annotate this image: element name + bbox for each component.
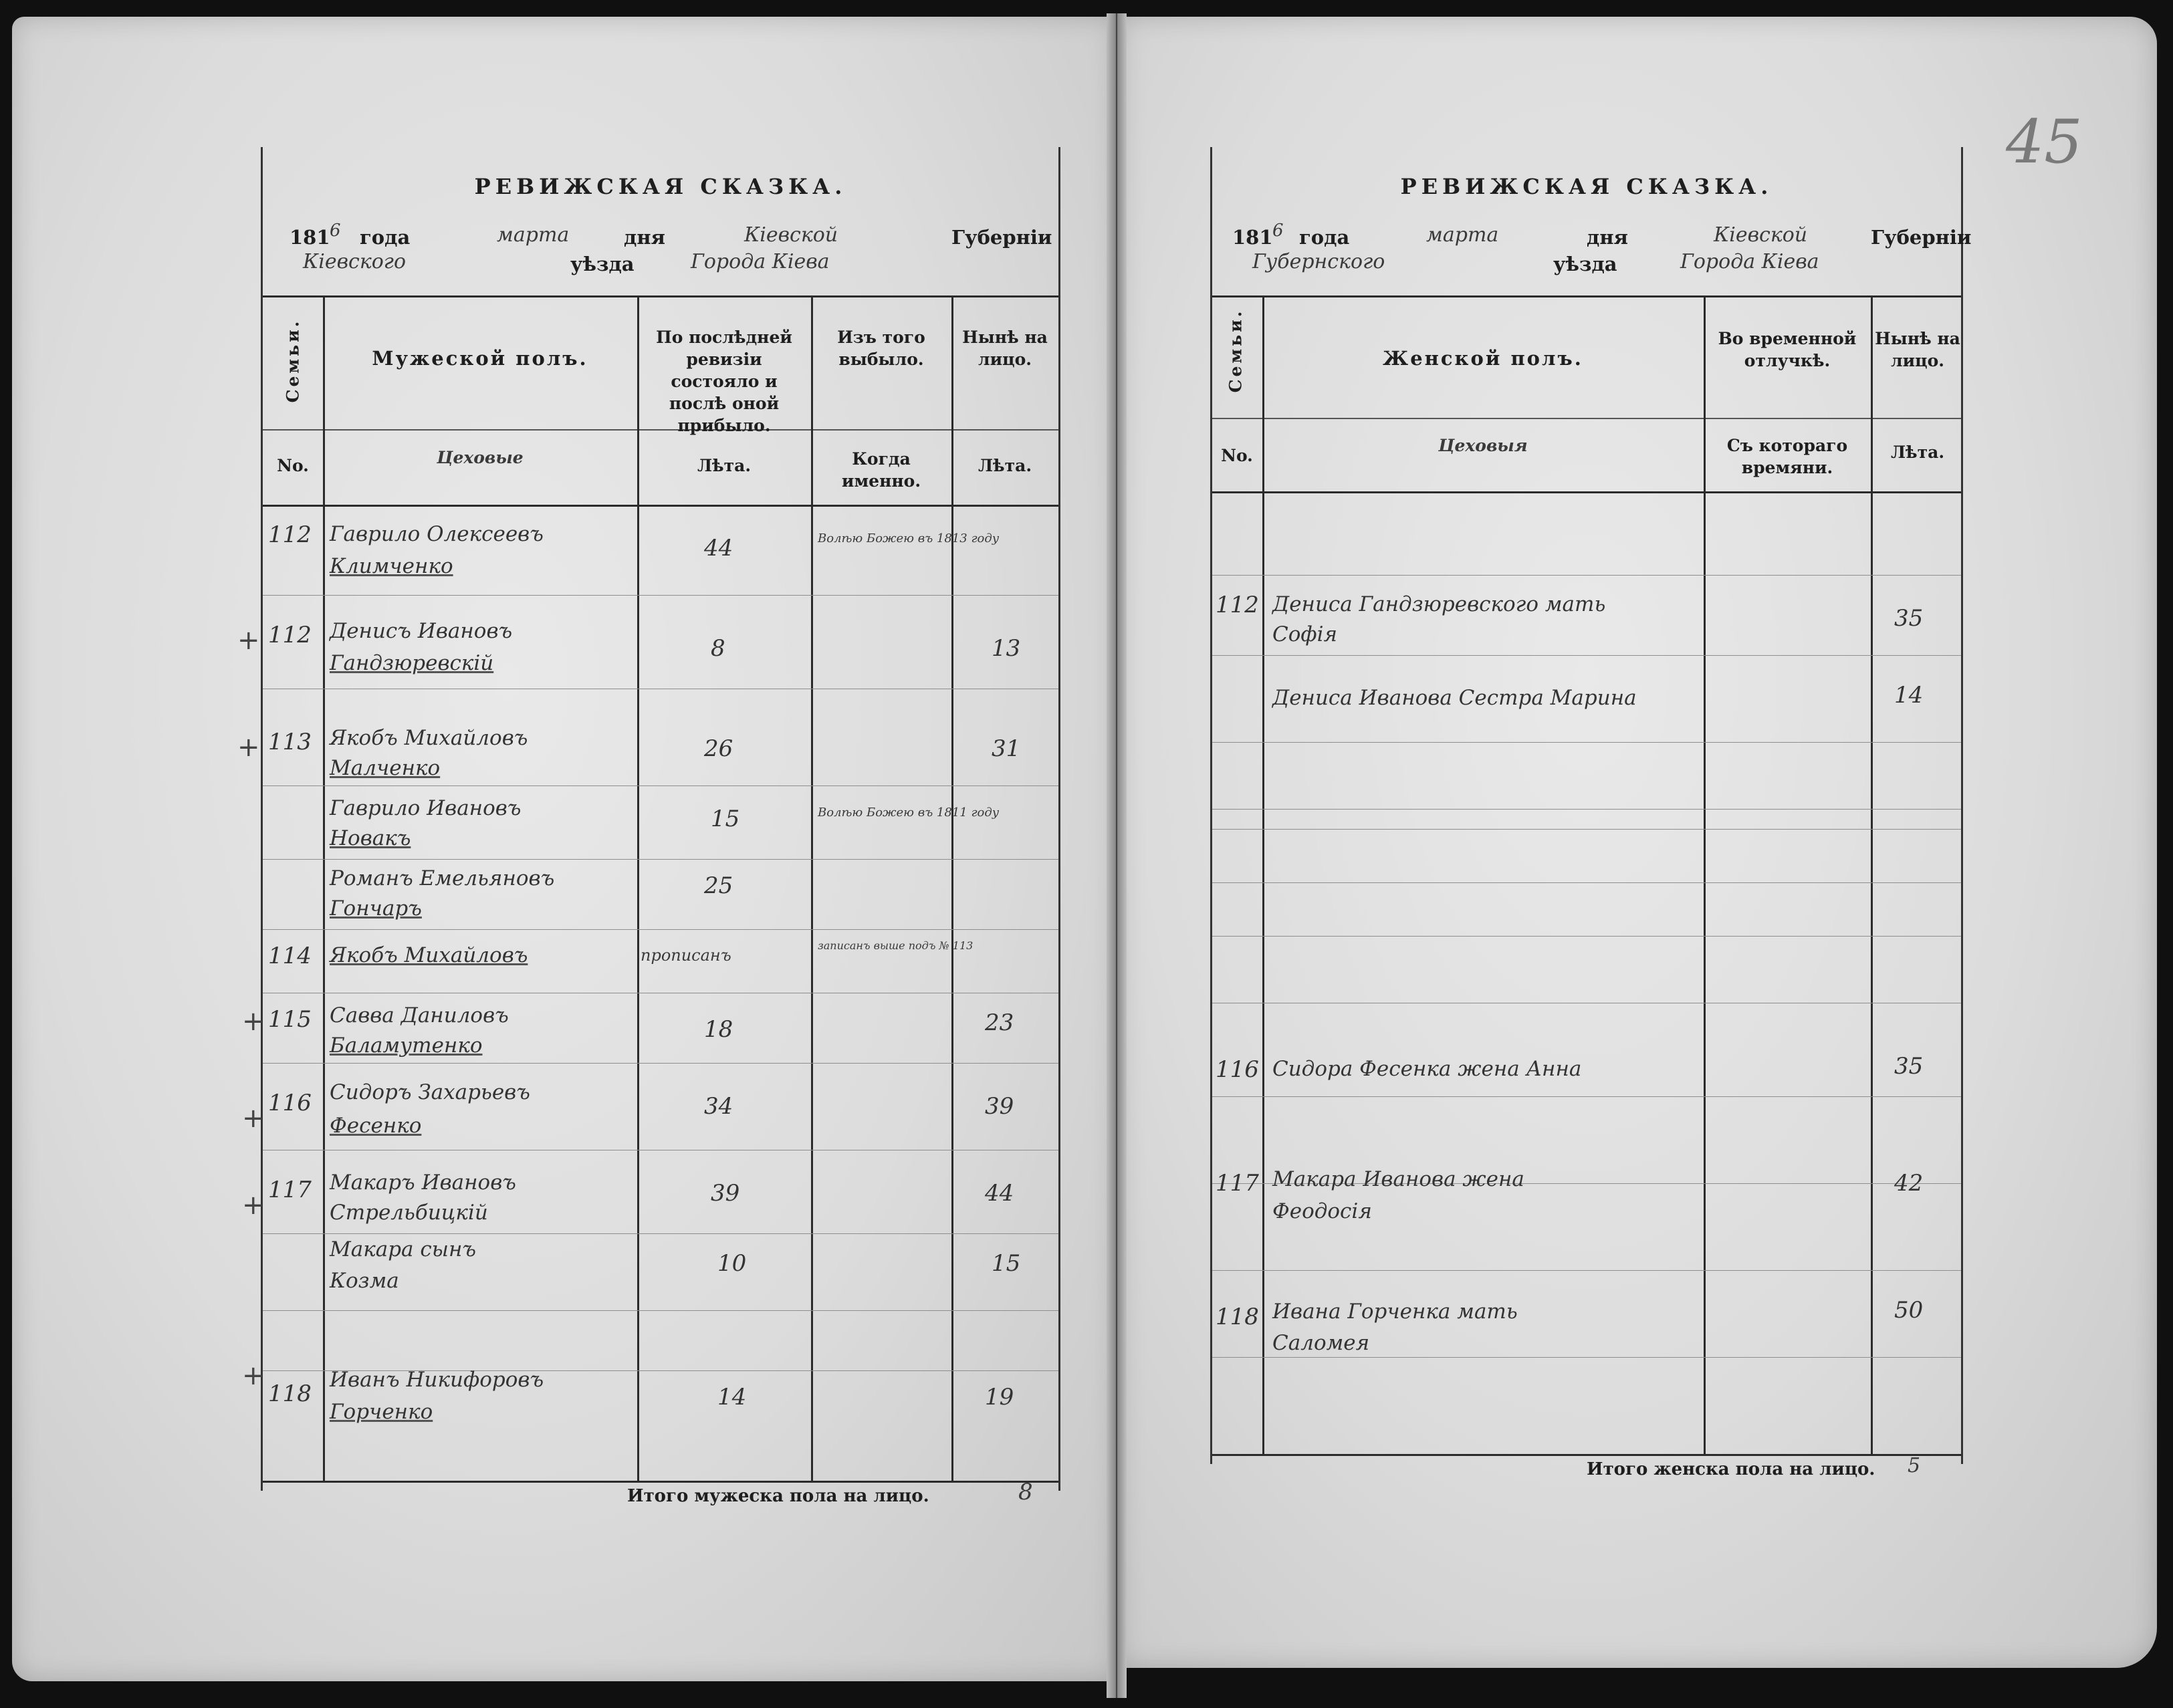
row-name-1: Якобъ Михайловъ	[330, 726, 528, 750]
row-text: Дениса Гандзюревского мать	[1272, 592, 1606, 616]
god-label: года	[1299, 226, 1350, 249]
row-text-2: Саломея	[1272, 1331, 1370, 1355]
row-prev: 25	[704, 872, 733, 899]
row-name-1: Сидоръ Захарьевъ	[330, 1080, 530, 1104]
row-prev: 39	[711, 1180, 740, 1207]
cross-mark: +	[242, 1006, 265, 1037]
years-subheader: Лѣта.	[697, 456, 752, 475]
row-now: 13	[992, 635, 1021, 662]
uezd-name: Губернского	[1252, 250, 1385, 273]
cross-mark: +	[242, 1103, 265, 1134]
gubernii-label: Губерніи	[951, 226, 1052, 249]
row-departed: Волѣю Божею въ 1813 году	[818, 531, 1000, 545]
row-name-1: Савва Даниловъ	[330, 1003, 509, 1027]
present-header: Нынѣ на лицо.	[962, 328, 1048, 369]
gubernii-label: Губерніи	[1871, 226, 1972, 249]
row-name-2: Гандзюревскій	[330, 651, 494, 675]
uezda-label: уѣзда	[1553, 253, 1617, 275]
row-name-1: Якобъ Михайловъ	[330, 943, 528, 967]
left-revision-form	[261, 147, 1060, 1506]
row-now: 39	[985, 1093, 1014, 1120]
female-header: Женской полъ.	[1383, 347, 1583, 370]
row-no: 116	[1216, 1056, 1259, 1083]
row-now: 42	[1894, 1170, 1924, 1197]
row-name-2: Козма	[330, 1269, 399, 1293]
row-prev: прописанъ	[641, 946, 731, 965]
row-text-2: Софія	[1272, 622, 1338, 646]
row-name-1: Гаврило Ивановъ	[330, 796, 522, 820]
row-name-1: Денисъ Ивановъ	[330, 619, 513, 643]
since-subheader: Съ котораго времяни.	[1726, 436, 1848, 477]
row-name-1: Макара сынъ	[330, 1237, 477, 1261]
row-no: 116	[268, 1090, 312, 1116]
row-prev: 18	[704, 1016, 733, 1043]
row-name-2: Горченко	[330, 1400, 433, 1424]
city-name: Города Кіева	[1680, 250, 1819, 273]
row-name-1: Иванъ Никифоровъ	[330, 1368, 544, 1392]
cross-mark: +	[242, 1360, 265, 1391]
present-header: Нынѣ на лицо.	[1875, 329, 1960, 370]
row-text: Сидора Фесенка жена Анна	[1272, 1057, 1582, 1081]
row-now: 14	[1894, 682, 1924, 709]
row-no: 114	[268, 943, 312, 969]
row-prev: 26	[704, 735, 733, 762]
male-header: Мужеской полъ.	[372, 347, 588, 370]
row-prev: 34	[704, 1093, 733, 1120]
years-subheader: Лѣта.	[1890, 443, 1945, 462]
row-now: 35	[1894, 605, 1924, 632]
family-header: Семьи.	[1226, 308, 1246, 393]
form-title: РЕВИЖСКАЯ СКАЗКА.	[1400, 174, 1773, 199]
row-no: 118	[1216, 1304, 1259, 1330]
folio-number: 45	[2006, 107, 2083, 177]
row-text: Дениса Иванова Сестра Марина	[1272, 686, 1637, 710]
form-title: РЕВИЖСКАЯ СКАЗКА.	[474, 174, 847, 199]
guberniya-name: Кіевской	[1714, 223, 1808, 247]
no-header: No.	[277, 456, 309, 475]
row-no: 115	[268, 1006, 312, 1033]
row-name-2: Гончаръ	[330, 896, 422, 921]
row-text-2: Феодосія	[1272, 1199, 1372, 1223]
row-now: 50	[1894, 1297, 1924, 1324]
row-departed: записанъ выше подъ № 113	[818, 939, 974, 952]
prev-revision-header: По послѣдней ревизіи состояло и послѣ оной прибыло.	[656, 328, 792, 435]
dnya-label: дня	[1587, 226, 1628, 249]
female-total-label: Итого женска пола на лицо.	[1587, 1459, 1875, 1479]
row-no: 112	[268, 521, 312, 548]
guberniya-name: Кіевской	[744, 223, 838, 247]
right-revision-form	[1210, 147, 1972, 1479]
uezd-name: Кіевского	[303, 250, 407, 273]
guild-subheader: Цеховые	[437, 448, 524, 467]
departed-header: Изъ того выбыло.	[837, 328, 925, 369]
god-label: года	[360, 226, 411, 249]
absence-header: Во временной отлучкѣ.	[1718, 329, 1857, 370]
row-name-2: Фесенко	[330, 1114, 422, 1138]
row-name-1: Макаръ Ивановъ	[330, 1171, 516, 1195]
row-no: 112	[1216, 592, 1259, 618]
row-now: 44	[985, 1180, 1014, 1207]
guild-subheader: Цеховыя	[1438, 436, 1528, 455]
row-now: 19	[985, 1384, 1014, 1411]
cross-mark: +	[237, 732, 260, 763]
row-name-2: Баламутенко	[330, 1033, 483, 1058]
row-prev: 15	[711, 806, 740, 832]
male-total-value: 8	[1018, 1479, 1033, 1505]
dnya-label: дня	[624, 226, 665, 249]
row-no: 112	[268, 622, 312, 648]
row-name-1: Гаврило Олексеевъ	[330, 522, 544, 546]
year-prefix: 181	[1232, 226, 1273, 249]
row-now: 15	[992, 1250, 1021, 1277]
cross-mark: +	[242, 1190, 265, 1221]
male-total-label: Итого мужеска пола на лицо.	[627, 1486, 929, 1506]
month: марта	[1426, 223, 1499, 247]
year-digit: 6	[1272, 221, 1284, 241]
row-name-1: Романъ Емельяновъ	[330, 866, 555, 890]
row-prev: 10	[717, 1250, 747, 1277]
female-total-value: 5	[1908, 1454, 1921, 1477]
cross-mark: +	[237, 625, 260, 656]
family-header: Семьи.	[283, 318, 303, 403]
month: марта	[497, 223, 570, 247]
row-no: 117	[268, 1177, 312, 1203]
row-prev: 44	[704, 535, 733, 562]
row-departed: Волѣю Божею въ 1811 году	[818, 806, 1000, 820]
row-name-2: Климченко	[330, 554, 453, 578]
when-subheader: Когда именно.	[841, 449, 921, 491]
row-name-2: Малченко	[330, 756, 441, 780]
years2-subheader: Лѣта.	[978, 456, 1032, 475]
row-prev: 8	[711, 635, 725, 662]
row-now: 35	[1894, 1053, 1924, 1080]
row-name-2: Новакъ	[330, 826, 411, 850]
row-now: 31	[992, 735, 1021, 762]
city-name: Города Кіева	[691, 250, 830, 273]
book-gutter	[1107, 13, 1127, 1698]
row-no: 117	[1216, 1170, 1259, 1197]
uezda-label: уѣзда	[570, 253, 635, 275]
row-prev: 14	[717, 1384, 747, 1411]
row-no: 113	[268, 729, 312, 755]
year-prefix: 181	[290, 226, 330, 249]
row-no: 118	[268, 1380, 312, 1407]
row-text: Ивана Горченка мать	[1272, 1300, 1518, 1324]
year-digit: 6	[330, 221, 341, 241]
no-header: No.	[1221, 446, 1253, 465]
row-name-2: Стрельбицкій	[330, 1201, 488, 1225]
row-text: Макара Иванова жена	[1272, 1167, 1524, 1191]
row-now: 23	[985, 1009, 1014, 1036]
